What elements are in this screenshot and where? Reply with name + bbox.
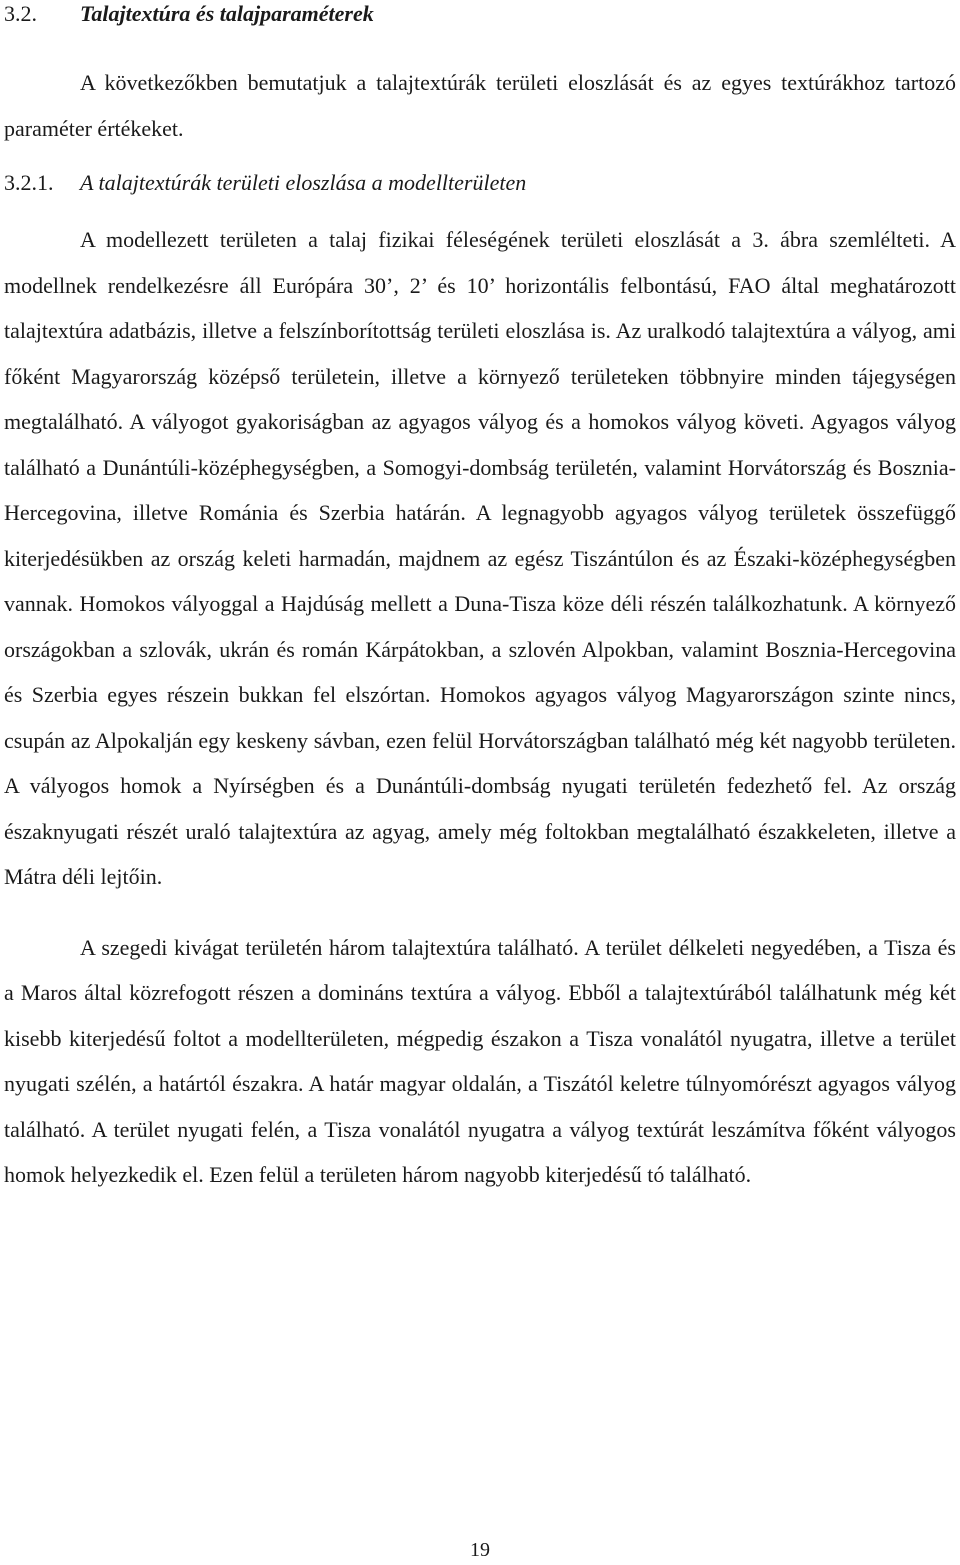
body-paragraph: A modellezett területen a talaj fizikai féleségének területi eloszlását a 3. ábra szemlélteti. A modellnek rendelkezésre áll Európára 30’, 2’ és 10’ horizontális felbontású, FAO által meghatározott talajtextúra adatbázis, illetve a felszínborítottság területi eloszlása is. Az uralkodó talajtextúra a vályog, ami főként Magyarország középső területein, illetve a környező területeken többnyire minden tájegységen megtalálható. A vályogot gyakoriságban az agyagos vályog és a homokos vályog követi. Agyagos vályog található a Dunántúli-középhegységben, a Somogyi-dombság területén, valamint Horvátország és Bosznia-Hercegovina, illetve Románia és Szerbia határán. A legnagyobb agyagos vályog területek összefüggő kiterjedésükben az ország keleti harmadán, majdnem az egész Tiszántúlon és az Északi-középhegységben vannak. Homokos vályoggal a Hajdúság mellett a Duna-Tisza köze déli részén találkozhatunk. A környező országokban a szlovák, ukrán és román Kárpátokban, a szlovén Alpokban, valamint Bosznia-Hercegovina és Szerbia egyes részein bukkan fel elszórtan. Homokos agyagos vályog Magyarországon szinte nincs, csupán az Alpokalján egy keskeny sávban, ezen felül Horvátországban található még két nagyobb területen. A vályogos homok a Nyírségben és a Dunántúli-dombság nyugati területén fedezhető fel. Az ország északnyugati részét uraló talajtextúra az agyag, amely még foltokban megtalálható északkeleten, illetve a Mátra déli lejtőin. xyxy=(4,227,956,889)
body-paragraph: A szegedi kivágat területén három talajtextúra található. A terület délkeleti negyedében, a Tisza és a Maros által közrefogott részen a domináns textúra a vályog. Ebből a talajtextúrából találhatunk még két kisebb kiterjedésű foltot a modellterületen, mégpedig északon a Tisza vonalától nyugatra, illetve a terület nyugati szélén, a határtól északra. A határ magyar oldalán, a Tiszától keletre túlnyomórészt agyagos vályog található. A terület nyugati felén, a Tisza vonalától nyugatra a vályog textúrát leszámítva főként vályogos homok helyezkedik el. Ezen felül a területen három nagyobb kiterjedésű tó található. xyxy=(4,934,956,1187)
subsection-number: 3.2.1. xyxy=(4,170,54,195)
section-title: Talajtextúra és talajparaméterek xyxy=(80,1,374,26)
subsection-title: A talajtextúrák területi eloszlása a modellterületen xyxy=(80,170,527,195)
subsection-heading xyxy=(4,171,956,195)
section-heading xyxy=(4,0,956,26)
document-page xyxy=(4,0,956,1198)
intro-paragraph: A következőkben bemutatjuk a talajtextúrák területi eloszlását és az egyes textúrákhoz tartozó paraméter értékeket. xyxy=(4,70,956,141)
page-number: 19 xyxy=(470,1539,490,1561)
section-number: 3.2. xyxy=(4,1,37,26)
